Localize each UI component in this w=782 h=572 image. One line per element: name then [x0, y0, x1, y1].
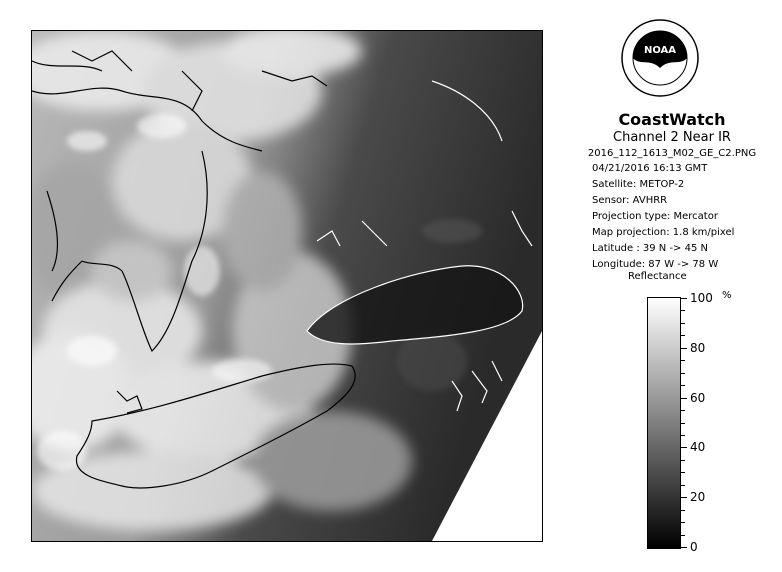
minor-tick: [681, 385, 685, 386]
satellite-image-panel[interactable]: [31, 30, 543, 542]
minor-tick: [681, 335, 685, 336]
product-title: CoastWatch: [618, 110, 726, 129]
colorbar-unit: %: [722, 290, 732, 301]
file-name: 2016_112_1613_M02_GE_C2.PNG: [587, 148, 757, 159]
tick-label: 100: [690, 291, 713, 305]
sensor-label: Sensor: AVHRR: [592, 195, 668, 206]
minor-tick: [681, 485, 685, 486]
major-tick: [681, 298, 687, 299]
minor-tick: [681, 535, 685, 536]
noaa-logo: [620, 18, 700, 98]
tick-label: 40: [690, 440, 706, 454]
map-projection-label: Map projection: 1.8 km/pixel: [592, 227, 735, 238]
major-tick: [681, 497, 687, 498]
logo-text: NOAA: [643, 45, 677, 56]
latitude-label: Latitude : 39 N -> 45 N: [592, 243, 708, 254]
major-tick: [681, 447, 687, 448]
minor-tick: [681, 522, 685, 523]
satellite-image: [32, 31, 542, 541]
tick-label: 0: [690, 540, 698, 554]
minor-tick: [681, 423, 685, 424]
tick-label: 80: [690, 341, 706, 355]
minor-tick: [681, 410, 685, 411]
minor-tick: [681, 472, 685, 473]
major-tick: [681, 547, 687, 548]
datetime-label: 04/21/2016 16:13 GMT: [592, 163, 708, 174]
minor-tick: [681, 435, 685, 436]
minor-tick: [681, 323, 685, 324]
minor-tick: [681, 360, 685, 361]
satellite-label: Satellite: METOP-2: [592, 179, 685, 190]
major-tick: [681, 398, 687, 399]
projection-type-label: Projection type: Mercator: [592, 211, 718, 222]
minor-tick: [681, 373, 685, 374]
major-tick: [681, 348, 687, 349]
channel-label: Channel 2 Near IR: [613, 130, 731, 145]
tick-label: 20: [690, 490, 706, 504]
tick-label: 60: [690, 391, 706, 405]
reflectance-colorbar: [647, 297, 681, 549]
longitude-label: Longitude: 87 W -> 78 W: [592, 259, 719, 270]
minor-tick: [681, 460, 685, 461]
minor-tick: [681, 310, 685, 311]
minor-tick: [681, 510, 685, 511]
colorbar-title: Reflectance: [628, 271, 687, 282]
